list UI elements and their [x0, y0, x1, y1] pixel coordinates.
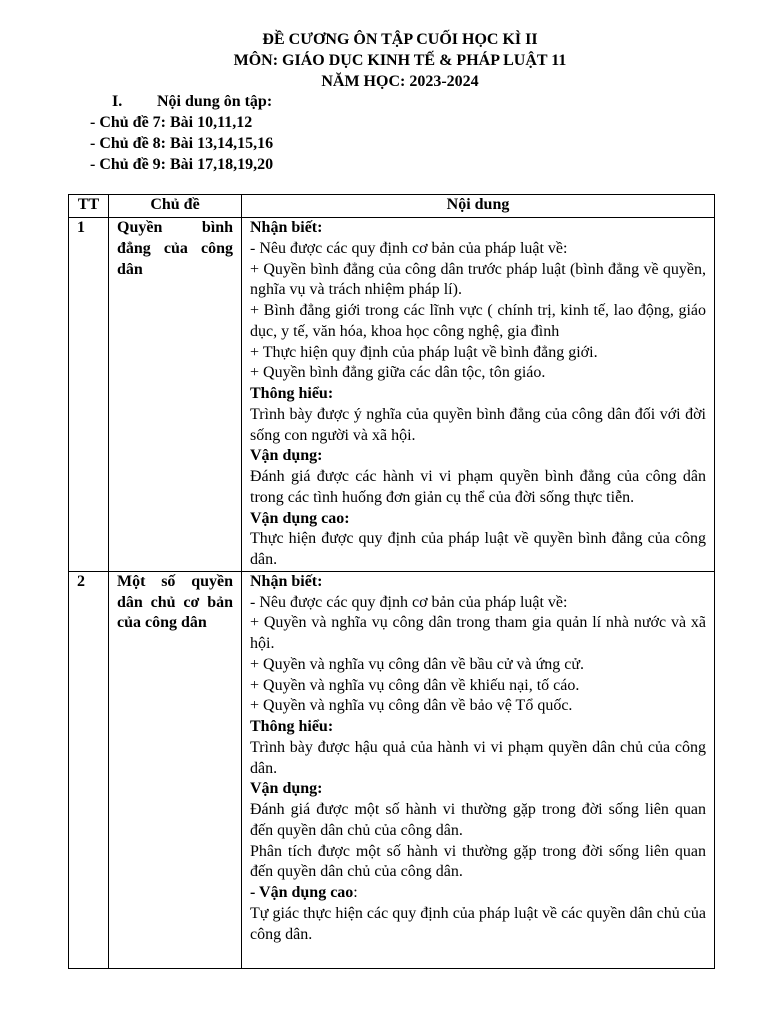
content-line: + Bình đẳng giới trong các lĩnh vực ( chính trị, kinh tế, lao động, giáo dục, y tế, văn hóa, khoa học công nghệ, gia đình [250, 302, 706, 340]
level-heading: Vận dụng: [250, 447, 323, 465]
row-number: 2 [69, 571, 109, 968]
content-line: + Quyền và nghĩa vụ công dân về khiếu nại, tố cáo. [250, 676, 580, 694]
level-heading: Thông hiểu: [250, 385, 334, 402]
header-content: Nội dung [242, 195, 715, 218]
section-title: Nội dung ôn tập: [157, 93, 273, 110]
content-line: Trình bày được ý nghĩa của quyền bình đẳng của công dân đối với đời sống con người và xã hội. [250, 405, 706, 444]
content-line: + Quyền bình đẳng của công dân trước pháp luật (bình đẳng về quyền, nghĩa vụ và trách nhiệm pháp lí). [250, 260, 706, 299]
level-heading-line [250, 883, 706, 904]
section-heading [112, 91, 272, 112]
table-header-row [69, 195, 715, 218]
topic-list [90, 112, 273, 175]
content-line: + Quyền và nghĩa vụ công dân về bảo vệ Tổ quốc. [250, 697, 573, 715]
subject-title: MÔN: GIÁO DỤC KINH TẾ & PHÁP LUẬT 11 [233, 52, 567, 69]
header-tt: TT [69, 195, 109, 218]
content-line: Phân tích được một số hành vi thường gặp trong đời sống liên quan đến quyền dân chủ của công dân. [250, 842, 706, 881]
content-line: Trình bày được hậu quả của hành vi vi phạm quyền dân chủ của công dân. [250, 738, 706, 777]
document-header [0, 29, 768, 92]
level-heading: Vận dụng: [250, 780, 323, 798]
content-line: Đánh giá được các hành vi vi phạm quyền bình đẳng của công dân trong các tình huống đơn giản cụ thể của đời sống thực tiễn. [250, 468, 706, 506]
content-line: + Thực hiện quy định của pháp luật về bình đẳng giới. [250, 343, 598, 361]
level-heading: Nhận biết: [250, 572, 323, 590]
row-number: 1 [69, 218, 109, 572]
content-line: Tự giác thực hiện các quy định của pháp luật về các quyền dân chủ của công dân. [250, 904, 706, 943]
content-line: - Nêu được các quy định cơ bản của pháp luật về: [250, 593, 568, 611]
level-heading: Thông hiểu: [250, 718, 334, 735]
document-title: ĐỀ CƯƠNG ÔN TẬP CUỐI HỌC KÌ II [262, 31, 538, 48]
topic-item: - Chủ đề 8: Bài 13,14,15,16 [90, 135, 274, 152]
content-line: + Quyền và nghĩa vụ công dân về bầu cử và ứng cử. [250, 655, 585, 673]
content-line: - Nêu được các quy định cơ bản của pháp luật về: [250, 239, 568, 257]
topic-item: - Chủ đề 7: Bài 10,11,12 [90, 114, 253, 131]
school-year: NĂM HỌC: 2023-2024 [321, 73, 479, 90]
content-line: Đánh giá được một số hành vi thường gặp trong đời sống liên quan đến quyền dân chủ của công dân. [250, 801, 706, 839]
level-heading: Vận dụng cao: [250, 509, 350, 527]
content-line: + Quyền bình đẳng giữa các dân tộc, tôn giáo. [250, 364, 546, 382]
content-table [68, 194, 715, 969]
content-line: Thực hiện được quy định của pháp luật về quyền bình đẳng của công dân. [250, 530, 706, 568]
row-topic: Một số quyền dân chủ cơ bản của công dân [109, 571, 242, 968]
table-row [69, 218, 715, 572]
row-content [242, 218, 715, 572]
header-topic: Chủ đề [109, 195, 242, 218]
row-topic: Quyền bình đẳng của công dân [109, 218, 242, 572]
topic-item: - Chủ đề 9: Bài 17,18,19,20 [90, 156, 274, 173]
row-content [242, 571, 715, 968]
section-number: I. [112, 93, 123, 110]
content-line: + Quyền và nghĩa vụ công dân trong tham gia quản lí nhà nước và xã hội. [250, 614, 706, 652]
table-row [69, 571, 715, 968]
level-heading: Nhận biết: [250, 219, 323, 236]
level-colon: : [353, 884, 358, 901]
level-heading: - Vận dụng cao [250, 884, 354, 901]
